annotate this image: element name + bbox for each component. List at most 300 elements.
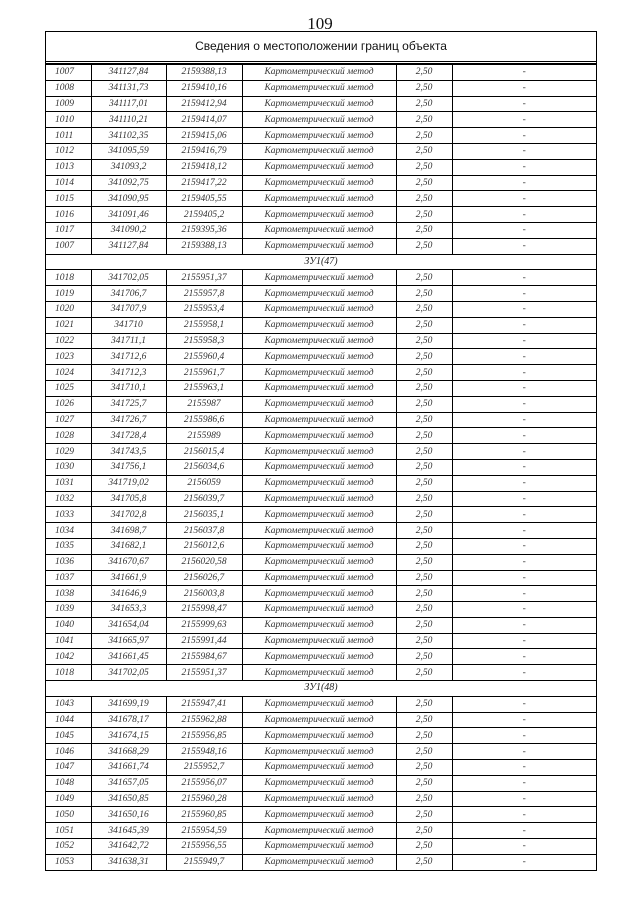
description-cell: - xyxy=(452,823,596,839)
x-coordinate-cell: 341702,8 xyxy=(91,507,166,523)
method-cell: Картометрический метод xyxy=(242,286,396,302)
accuracy-cell: 2,50 xyxy=(396,744,452,760)
method-cell: Картометрический метод xyxy=(242,507,396,523)
method-cell: Картометрический метод xyxy=(242,570,396,586)
point-number-cell: 1016 xyxy=(46,207,91,223)
method-cell: Картометрический метод xyxy=(242,222,396,238)
description-cell: - xyxy=(452,317,596,333)
accuracy-cell: 2,50 xyxy=(396,696,452,712)
point-number-cell: 1046 xyxy=(46,744,91,760)
description-cell: - xyxy=(452,207,596,223)
method-cell: Картометрический метод xyxy=(242,839,396,855)
table-row xyxy=(46,586,596,602)
y-coordinate-cell: 2155962,88 xyxy=(166,712,242,728)
method-cell: Картометрический метод xyxy=(242,175,396,191)
description-cell: - xyxy=(452,696,596,712)
method-cell: Картометрический метод xyxy=(242,775,396,791)
table-row xyxy=(46,65,596,81)
table-row xyxy=(46,807,596,823)
table-row xyxy=(46,744,596,760)
description-cell: - xyxy=(452,80,596,96)
description-cell: - xyxy=(452,128,596,144)
x-coordinate-cell: 341678,17 xyxy=(91,712,166,728)
accuracy-cell: 2,50 xyxy=(396,143,452,159)
method-cell: Картометрический метод xyxy=(242,696,396,712)
accuracy-cell: 2,50 xyxy=(396,491,452,507)
y-coordinate-cell: 2159415,06 xyxy=(166,128,242,144)
x-coordinate-cell: 341127,84 xyxy=(91,65,166,81)
method-cell: Картометрический метод xyxy=(242,586,396,602)
y-coordinate-cell: 2156012,6 xyxy=(166,538,242,554)
method-cell: Картометрический метод xyxy=(242,317,396,333)
method-cell: Картометрический метод xyxy=(242,412,396,428)
x-coordinate-cell: 341650,85 xyxy=(91,791,166,807)
y-coordinate-cell: 2155956,55 xyxy=(166,839,242,855)
table-row xyxy=(46,649,596,665)
y-coordinate-cell: 2155963,1 xyxy=(166,380,242,396)
method-cell: Картометрический метод xyxy=(242,191,396,207)
method-cell: Картометрический метод xyxy=(242,791,396,807)
description-cell: - xyxy=(452,112,596,128)
method-cell: Картометрический метод xyxy=(242,270,396,286)
table-row xyxy=(46,760,596,776)
point-number-cell: 1027 xyxy=(46,412,91,428)
table-row xyxy=(46,665,596,681)
x-coordinate-cell: 341719,02 xyxy=(91,475,166,491)
point-number-cell: 1028 xyxy=(46,428,91,444)
description-cell: - xyxy=(452,286,596,302)
section-title: ЗУ1(47) xyxy=(46,254,596,270)
y-coordinate-cell: 2155958,1 xyxy=(166,317,242,333)
y-coordinate-cell: 2156026,7 xyxy=(166,570,242,586)
x-coordinate-cell: 341653,3 xyxy=(91,602,166,618)
accuracy-cell: 2,50 xyxy=(396,96,452,112)
table-row xyxy=(46,444,596,460)
y-coordinate-cell: 2156035,1 xyxy=(166,507,242,523)
point-number-cell: 1035 xyxy=(46,538,91,554)
table-row xyxy=(46,602,596,618)
point-number-cell: 1007 xyxy=(46,65,91,81)
method-cell: Картометрический метод xyxy=(242,459,396,475)
accuracy-cell: 2,50 xyxy=(396,775,452,791)
table-row xyxy=(46,222,596,238)
method-cell: Картометрический метод xyxy=(242,728,396,744)
description-cell: - xyxy=(452,728,596,744)
x-coordinate-cell: 341092,75 xyxy=(91,175,166,191)
y-coordinate-cell: 2159418,12 xyxy=(166,159,242,175)
x-coordinate-cell: 341726,7 xyxy=(91,412,166,428)
description-cell: - xyxy=(452,191,596,207)
accuracy-cell: 2,50 xyxy=(396,712,452,728)
accuracy-cell: 2,50 xyxy=(396,444,452,460)
y-coordinate-cell: 2155953,4 xyxy=(166,301,242,317)
accuracy-cell: 2,50 xyxy=(396,65,452,81)
method-cell: Картометрический метод xyxy=(242,617,396,633)
accuracy-cell: 2,50 xyxy=(396,475,452,491)
method-cell: Картометрический метод xyxy=(242,523,396,539)
point-number-cell: 1018 xyxy=(46,665,91,681)
table-row xyxy=(46,554,596,570)
x-coordinate-cell: 341102,35 xyxy=(91,128,166,144)
description-cell: - xyxy=(452,428,596,444)
point-number-cell: 1044 xyxy=(46,712,91,728)
method-cell: Картометрический метод xyxy=(242,112,396,128)
y-coordinate-cell: 2155989 xyxy=(166,428,242,444)
point-number-cell: 1040 xyxy=(46,617,91,633)
x-coordinate-cell: 341657,05 xyxy=(91,775,166,791)
point-number-cell: 1051 xyxy=(46,823,91,839)
description-cell: - xyxy=(452,444,596,460)
x-coordinate-cell: 341661,9 xyxy=(91,570,166,586)
section-row xyxy=(46,254,596,270)
y-coordinate-cell: 2155991,44 xyxy=(166,633,242,649)
accuracy-cell: 2,50 xyxy=(396,428,452,444)
y-coordinate-cell: 2155998,47 xyxy=(166,602,242,618)
table-row xyxy=(46,270,596,286)
x-coordinate-cell: 341665,97 xyxy=(91,633,166,649)
y-coordinate-cell: 2159414,07 xyxy=(166,112,242,128)
description-cell: - xyxy=(452,301,596,317)
description-cell: - xyxy=(452,365,596,381)
y-coordinate-cell: 2159405,2 xyxy=(166,207,242,223)
accuracy-cell: 2,50 xyxy=(396,807,452,823)
table-row xyxy=(46,412,596,428)
description-cell: - xyxy=(452,412,596,428)
description-cell: - xyxy=(452,523,596,539)
method-cell: Картометрический метод xyxy=(242,823,396,839)
description-cell: - xyxy=(452,475,596,491)
y-coordinate-cell: 2155958,3 xyxy=(166,333,242,349)
point-number-cell: 1013 xyxy=(46,159,91,175)
y-coordinate-cell: 2155947,41 xyxy=(166,696,242,712)
description-cell: - xyxy=(452,617,596,633)
x-coordinate-cell: 341705,8 xyxy=(91,491,166,507)
point-number-cell: 1008 xyxy=(46,80,91,96)
x-coordinate-cell: 341712,6 xyxy=(91,349,166,365)
y-coordinate-cell: 2156020,58 xyxy=(166,554,242,570)
x-coordinate-cell: 341670,67 xyxy=(91,554,166,570)
table-row xyxy=(46,349,596,365)
method-cell: Картометрический метод xyxy=(242,554,396,570)
accuracy-cell: 2,50 xyxy=(396,380,452,396)
table-row xyxy=(46,475,596,491)
table-row xyxy=(46,380,596,396)
table-row xyxy=(46,96,596,112)
description-cell: - xyxy=(452,807,596,823)
accuracy-cell: 2,50 xyxy=(396,365,452,381)
x-coordinate-cell: 341706,7 xyxy=(91,286,166,302)
point-number-cell: 1038 xyxy=(46,586,91,602)
table-row xyxy=(46,175,596,191)
point-number-cell: 1032 xyxy=(46,491,91,507)
table-row xyxy=(46,301,596,317)
accuracy-cell: 2,50 xyxy=(396,333,452,349)
method-cell: Картометрический метод xyxy=(242,807,396,823)
description-cell: - xyxy=(452,65,596,81)
description-cell: - xyxy=(452,333,596,349)
point-number-cell: 1025 xyxy=(46,380,91,396)
y-coordinate-cell: 2155954,59 xyxy=(166,823,242,839)
table-row xyxy=(46,333,596,349)
x-coordinate-cell: 341682,1 xyxy=(91,538,166,554)
point-number-cell: 1023 xyxy=(46,349,91,365)
point-number-cell: 1031 xyxy=(46,475,91,491)
accuracy-cell: 2,50 xyxy=(396,349,452,365)
point-number-cell: 1009 xyxy=(46,96,91,112)
x-coordinate-cell: 341091,46 xyxy=(91,207,166,223)
method-cell: Картометрический метод xyxy=(242,365,396,381)
accuracy-cell: 2,50 xyxy=(396,633,452,649)
x-coordinate-cell: 341661,74 xyxy=(91,760,166,776)
point-number-cell: 1043 xyxy=(46,696,91,712)
point-number-cell: 1010 xyxy=(46,112,91,128)
accuracy-cell: 2,50 xyxy=(396,728,452,744)
point-number-cell: 1039 xyxy=(46,602,91,618)
accuracy-cell: 2,50 xyxy=(396,649,452,665)
description-cell: - xyxy=(452,143,596,159)
x-coordinate-cell: 341668,29 xyxy=(91,744,166,760)
point-number-cell: 1011 xyxy=(46,128,91,144)
method-cell: Картометрический метод xyxy=(242,143,396,159)
table-row xyxy=(46,143,596,159)
accuracy-cell: 2,50 xyxy=(396,412,452,428)
x-coordinate-cell: 341093,2 xyxy=(91,159,166,175)
accuracy-cell: 2,50 xyxy=(396,823,452,839)
description-cell: - xyxy=(452,270,596,286)
table-row xyxy=(46,696,596,712)
method-cell: Картометрический метод xyxy=(242,128,396,144)
y-coordinate-cell: 2156037,8 xyxy=(166,523,242,539)
accuracy-cell: 2,50 xyxy=(396,270,452,286)
method-cell: Картометрический метод xyxy=(242,238,396,254)
method-cell: Картометрический метод xyxy=(242,80,396,96)
description-cell: - xyxy=(452,538,596,554)
method-cell: Картометрический метод xyxy=(242,744,396,760)
x-coordinate-cell: 341638,31 xyxy=(91,854,166,870)
table-row xyxy=(46,507,596,523)
y-coordinate-cell: 2155949,7 xyxy=(166,854,242,870)
table-heading: Сведения о местоположении границ объекта xyxy=(46,32,596,62)
method-cell: Картометрический метод xyxy=(242,760,396,776)
boundary-sheet xyxy=(45,31,597,871)
accuracy-cell: 2,50 xyxy=(396,538,452,554)
y-coordinate-cell: 2155986,6 xyxy=(166,412,242,428)
y-coordinate-cell: 2159395,36 xyxy=(166,222,242,238)
description-cell: - xyxy=(452,586,596,602)
accuracy-cell: 2,50 xyxy=(396,317,452,333)
method-cell: Картометрический метод xyxy=(242,65,396,81)
y-coordinate-cell: 2159417,22 xyxy=(166,175,242,191)
table-row xyxy=(46,491,596,507)
accuracy-cell: 2,50 xyxy=(396,222,452,238)
x-coordinate-cell: 341127,84 xyxy=(91,238,166,254)
accuracy-cell: 2,50 xyxy=(396,112,452,128)
y-coordinate-cell: 2155987 xyxy=(166,396,242,412)
table-row xyxy=(46,238,596,254)
accuracy-cell: 2,50 xyxy=(396,854,452,870)
point-number-cell: 1052 xyxy=(46,839,91,855)
y-coordinate-cell: 2155999,63 xyxy=(166,617,242,633)
x-coordinate-cell: 341642,72 xyxy=(91,839,166,855)
table-row xyxy=(46,839,596,855)
description-cell: - xyxy=(452,554,596,570)
accuracy-cell: 2,50 xyxy=(396,617,452,633)
x-coordinate-cell: 341702,05 xyxy=(91,665,166,681)
accuracy-cell: 2,50 xyxy=(396,665,452,681)
table-row xyxy=(46,365,596,381)
method-cell: Картометрический метод xyxy=(242,491,396,507)
page-number: 109 xyxy=(307,14,333,33)
description-cell: - xyxy=(452,159,596,175)
table-row xyxy=(46,207,596,223)
point-number-cell: 1014 xyxy=(46,175,91,191)
x-coordinate-cell: 341707,9 xyxy=(91,301,166,317)
y-coordinate-cell: 2155951,37 xyxy=(166,665,242,681)
table-row xyxy=(46,112,596,128)
table-row xyxy=(46,80,596,96)
coordinates-table-body xyxy=(46,65,596,871)
x-coordinate-cell: 341090,95 xyxy=(91,191,166,207)
table-row xyxy=(46,191,596,207)
method-cell: Картометрический метод xyxy=(242,538,396,554)
description-cell: - xyxy=(452,222,596,238)
accuracy-cell: 2,50 xyxy=(396,396,452,412)
point-number-cell: 1012 xyxy=(46,143,91,159)
x-coordinate-cell: 341756,1 xyxy=(91,459,166,475)
accuracy-cell: 2,50 xyxy=(396,159,452,175)
point-number-cell: 1020 xyxy=(46,301,91,317)
accuracy-cell: 2,50 xyxy=(396,791,452,807)
y-coordinate-cell: 2156003,8 xyxy=(166,586,242,602)
x-coordinate-cell: 341711,1 xyxy=(91,333,166,349)
description-cell: - xyxy=(452,349,596,365)
accuracy-cell: 2,50 xyxy=(396,586,452,602)
table-row xyxy=(46,633,596,649)
x-coordinate-cell: 341725,7 xyxy=(91,396,166,412)
accuracy-cell: 2,50 xyxy=(396,286,452,302)
accuracy-cell: 2,50 xyxy=(396,128,452,144)
x-coordinate-cell: 341702,05 xyxy=(91,270,166,286)
accuracy-cell: 2,50 xyxy=(396,175,452,191)
section-row xyxy=(46,681,596,697)
description-cell: - xyxy=(452,175,596,191)
x-coordinate-cell: 341699,19 xyxy=(91,696,166,712)
x-coordinate-cell: 341710,1 xyxy=(91,380,166,396)
description-cell: - xyxy=(452,839,596,855)
y-coordinate-cell: 2155951,37 xyxy=(166,270,242,286)
accuracy-cell: 2,50 xyxy=(396,507,452,523)
description-cell: - xyxy=(452,396,596,412)
description-cell: - xyxy=(452,775,596,791)
y-coordinate-cell: 2159416,79 xyxy=(166,143,242,159)
accuracy-cell: 2,50 xyxy=(396,207,452,223)
x-coordinate-cell: 341110,21 xyxy=(91,112,166,128)
x-coordinate-cell: 341650,16 xyxy=(91,807,166,823)
accuracy-cell: 2,50 xyxy=(396,839,452,855)
description-cell: - xyxy=(452,854,596,870)
point-number-cell: 1030 xyxy=(46,459,91,475)
x-coordinate-cell: 341654,04 xyxy=(91,617,166,633)
table-row xyxy=(46,459,596,475)
y-coordinate-cell: 2155957,8 xyxy=(166,286,242,302)
table-row xyxy=(46,538,596,554)
table-row xyxy=(46,523,596,539)
method-cell: Картометрический метод xyxy=(242,396,396,412)
x-coordinate-cell: 341710 xyxy=(91,317,166,333)
accuracy-cell: 2,50 xyxy=(396,523,452,539)
method-cell: Картометрический метод xyxy=(242,444,396,460)
description-cell: - xyxy=(452,791,596,807)
point-number-cell: 1024 xyxy=(46,365,91,381)
y-coordinate-cell: 2155960,28 xyxy=(166,791,242,807)
y-coordinate-cell: 2159412,94 xyxy=(166,96,242,112)
description-cell: - xyxy=(452,238,596,254)
y-coordinate-cell: 2159388,13 xyxy=(166,238,242,254)
method-cell: Картометрический метод xyxy=(242,475,396,491)
y-coordinate-cell: 2159405,55 xyxy=(166,191,242,207)
accuracy-cell: 2,50 xyxy=(396,459,452,475)
method-cell: Картометрический метод xyxy=(242,649,396,665)
accuracy-cell: 2,50 xyxy=(396,301,452,317)
accuracy-cell: 2,50 xyxy=(396,760,452,776)
x-coordinate-cell: 341712,3 xyxy=(91,365,166,381)
description-cell: - xyxy=(452,507,596,523)
accuracy-cell: 2,50 xyxy=(396,570,452,586)
x-coordinate-cell: 341661,45 xyxy=(91,649,166,665)
table-row xyxy=(46,128,596,144)
method-cell: Картометрический метод xyxy=(242,159,396,175)
table-row xyxy=(46,317,596,333)
description-cell: - xyxy=(452,744,596,760)
y-coordinate-cell: 2155956,07 xyxy=(166,775,242,791)
table-row xyxy=(46,428,596,444)
x-coordinate-cell: 341131,73 xyxy=(91,80,166,96)
point-number-cell: 1048 xyxy=(46,775,91,791)
table-row xyxy=(46,854,596,870)
y-coordinate-cell: 2155961,7 xyxy=(166,365,242,381)
x-coordinate-cell: 341698,7 xyxy=(91,523,166,539)
point-number-cell: 1015 xyxy=(46,191,91,207)
method-cell: Картометрический метод xyxy=(242,333,396,349)
method-cell: Картометрический метод xyxy=(242,301,396,317)
table-row xyxy=(46,396,596,412)
table-row xyxy=(46,159,596,175)
description-cell: - xyxy=(452,96,596,112)
x-coordinate-cell: 341117,01 xyxy=(91,96,166,112)
x-coordinate-cell: 341728,4 xyxy=(91,428,166,444)
point-number-cell: 1033 xyxy=(46,507,91,523)
x-coordinate-cell: 341743,5 xyxy=(91,444,166,460)
method-cell: Картометрический метод xyxy=(242,428,396,444)
accuracy-cell: 2,50 xyxy=(396,554,452,570)
y-coordinate-cell: 2156059 xyxy=(166,475,242,491)
point-number-cell: 1021 xyxy=(46,317,91,333)
method-cell: Картометрический метод xyxy=(242,602,396,618)
table-row xyxy=(46,617,596,633)
description-cell: - xyxy=(452,380,596,396)
method-cell: Картометрический метод xyxy=(242,96,396,112)
y-coordinate-cell: 2155952,7 xyxy=(166,760,242,776)
y-coordinate-cell: 2155948,16 xyxy=(166,744,242,760)
description-cell: - xyxy=(452,459,596,475)
point-number-cell: 1047 xyxy=(46,760,91,776)
point-number-cell: 1017 xyxy=(46,222,91,238)
method-cell: Картометрический метод xyxy=(242,712,396,728)
method-cell: Картометрический метод xyxy=(242,207,396,223)
x-coordinate-cell: 341646,9 xyxy=(91,586,166,602)
point-number-cell: 1019 xyxy=(46,286,91,302)
point-number-cell: 1041 xyxy=(46,633,91,649)
